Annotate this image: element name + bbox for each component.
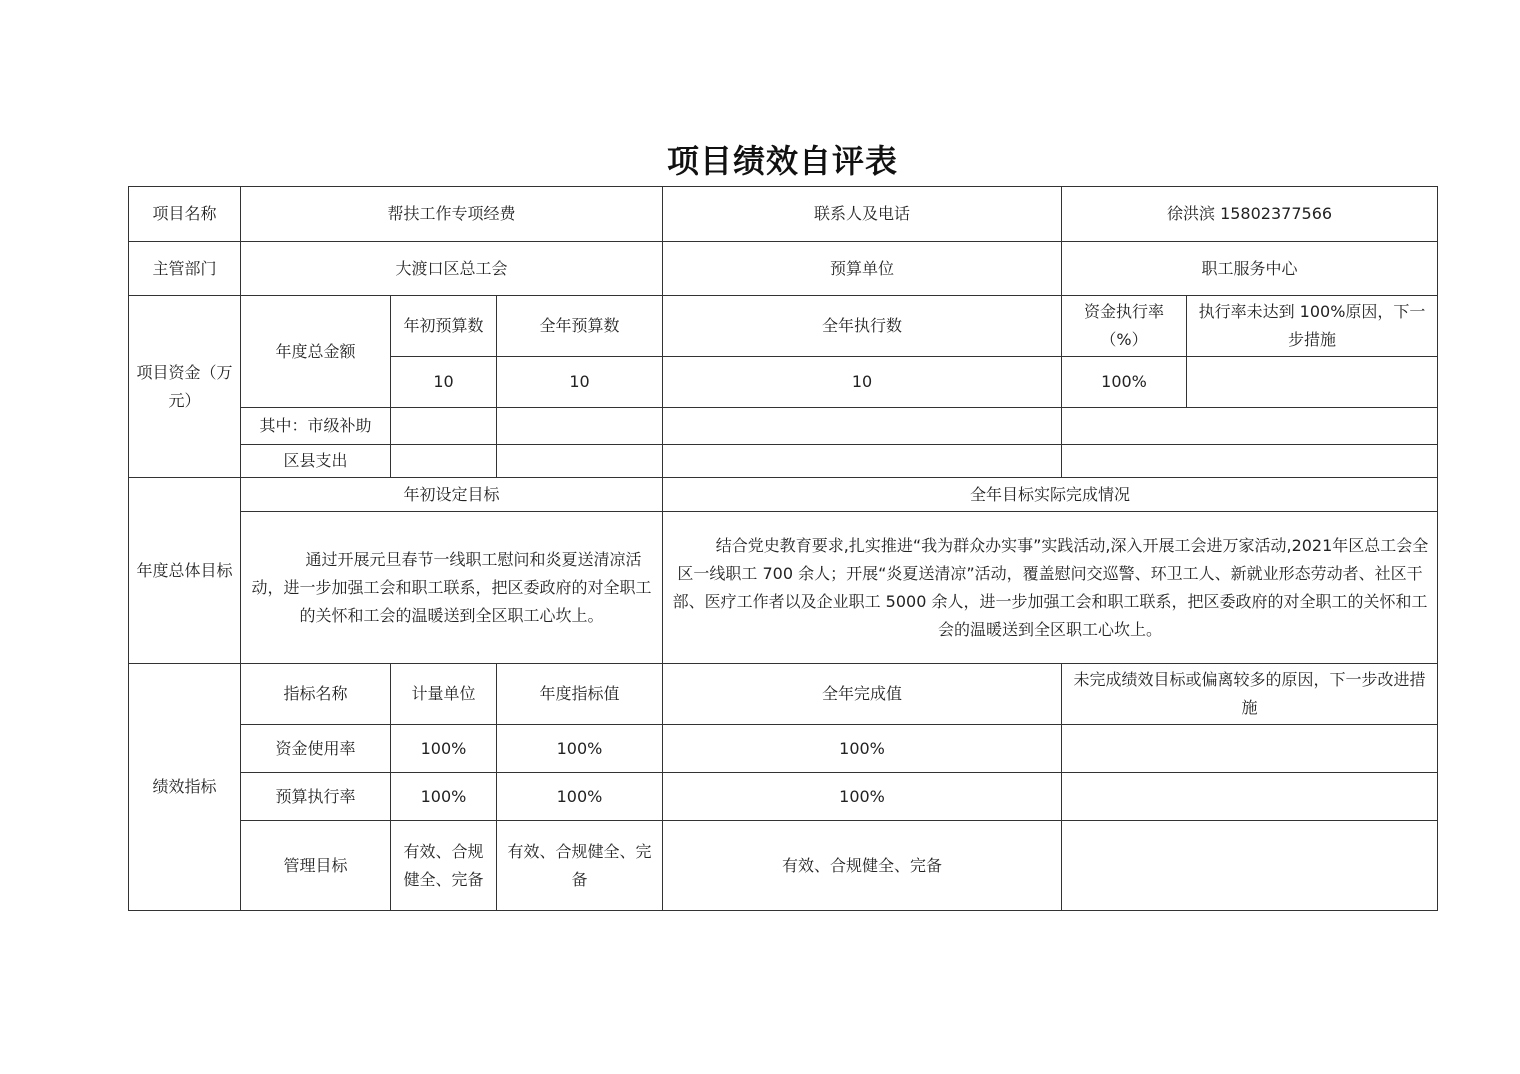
annual-total-label: 年度总金额 [241, 296, 391, 408]
contact-label: 联系人及电话 [663, 187, 1062, 242]
county-annual [497, 445, 663, 478]
annual-executed-value: 10 [663, 357, 1062, 408]
indicator-actual: 100% [663, 773, 1062, 821]
self-evaluation-table [128, 186, 1438, 911]
city-subsidy-row [129, 408, 1438, 445]
indicator-actual: 100% [663, 725, 1062, 773]
annual-executed-header: 全年执行数 [663, 296, 1062, 357]
execution-rate-value: 100% [1062, 357, 1187, 408]
indicator-target-header: 年度指标值 [497, 664, 663, 725]
indicators-label: 绩效指标 [129, 664, 241, 911]
actual-goal-header: 全年目标实际完成情况 [663, 478, 1438, 512]
indicator-reason [1062, 725, 1438, 773]
city-subsidy-initial [391, 408, 497, 445]
indicator-reason-header: 未完成绩效目标或偏离较多的原因，下一步改进措施 [1062, 664, 1438, 725]
indicator-reason [1062, 821, 1438, 911]
indicator-reason [1062, 773, 1438, 821]
indicator-target: 100% [497, 725, 663, 773]
indicator-name: 管理目标 [241, 821, 391, 911]
indicator-unit: 100% [391, 773, 497, 821]
county-rate [1062, 445, 1438, 478]
initial-goal-header: 年初设定目标 [241, 478, 663, 512]
indicator-row [129, 725, 1438, 773]
goal-header-row [129, 478, 1438, 512]
initial-goal-text: 通过开展元旦春节一线职工慰问和炎夏送清凉活动，进一步加强工会和职工联系，把区委政府的对全职工的关怀和工会的温暖送到全区职工心坎上。 [251, 549, 652, 625]
annual-goal-label: 年度总体目标 [129, 478, 241, 664]
city-subsidy-rate [1062, 408, 1438, 445]
county-row [129, 445, 1438, 478]
indicator-actual-header: 全年完成值 [663, 664, 1062, 725]
city-subsidy-executed [663, 408, 1062, 445]
contact-value: 徐洪滨 15802377566 [1062, 187, 1438, 242]
city-subsidy-annual [497, 408, 663, 445]
page-title: 项目绩效自评表 [666, 142, 898, 180]
indicator-row [129, 821, 1438, 911]
indicator-row [129, 773, 1438, 821]
annual-budget-value: 10 [497, 357, 663, 408]
initial-goal-cell [241, 512, 663, 664]
budget-unit-label: 预算单位 [663, 242, 1062, 296]
funds-header-row [129, 296, 1438, 357]
city-subsidy-label: 其中：市级补助 [241, 408, 391, 445]
goal-text-row [129, 512, 1438, 664]
indicator-unit: 有效、合规健全、完备 [391, 821, 497, 911]
actual-goal-cell [663, 512, 1438, 664]
project-name-label: 项目名称 [129, 187, 241, 242]
county-label: 区县支出 [241, 445, 391, 478]
indicator-name: 资金使用率 [241, 725, 391, 773]
indicator-header-row [129, 664, 1438, 725]
department-row [129, 242, 1438, 296]
county-executed [663, 445, 1062, 478]
indicator-target: 有效、合规健全、完备 [497, 821, 663, 911]
project-name-row [129, 187, 1438, 242]
initial-budget-header: 年初预算数 [391, 296, 497, 357]
indicator-unit: 100% [391, 725, 497, 773]
funds-label: 项目资金（万元） [129, 296, 241, 478]
budget-unit-value: 职工服务中心 [1062, 242, 1438, 296]
annual-budget-header: 全年预算数 [497, 296, 663, 357]
county-initial [391, 445, 497, 478]
actual-goal-text: 结合党史教育要求,扎实推进“我为群众办实事”实践活动,深入开展工会进万家活动,2021年区总工会全区一线职工 700 余人；开展“炎夏送清凉”活动，覆盖慰问交巡警、环卫工人、新就业形态劳动者、社区干部、医疗工作者以及企业职工 5000 余人，进一步加强工会和职工联系，把区委政府的对全职工的关怀和工会的温暖送到全区职工心坎上。 [672, 535, 1429, 639]
indicator-name-header: 指标名称 [241, 664, 391, 725]
project-name-value: 帮扶工作专项经费 [241, 187, 663, 242]
department-value: 大渡口区总工会 [241, 242, 663, 296]
indicator-actual: 有效、合规健全、完备 [663, 821, 1062, 911]
initial-budget-value: 10 [391, 357, 497, 408]
execution-reason-header: 执行率未达到 100%原因，下一步措施 [1187, 296, 1438, 357]
execution-reason-value [1187, 357, 1438, 408]
indicator-target: 100% [497, 773, 663, 821]
execution-rate-header: 资金执行率（%） [1062, 296, 1187, 357]
indicator-unit-header: 计量单位 [391, 664, 497, 725]
department-label: 主管部门 [129, 242, 241, 296]
indicator-name: 预算执行率 [241, 773, 391, 821]
